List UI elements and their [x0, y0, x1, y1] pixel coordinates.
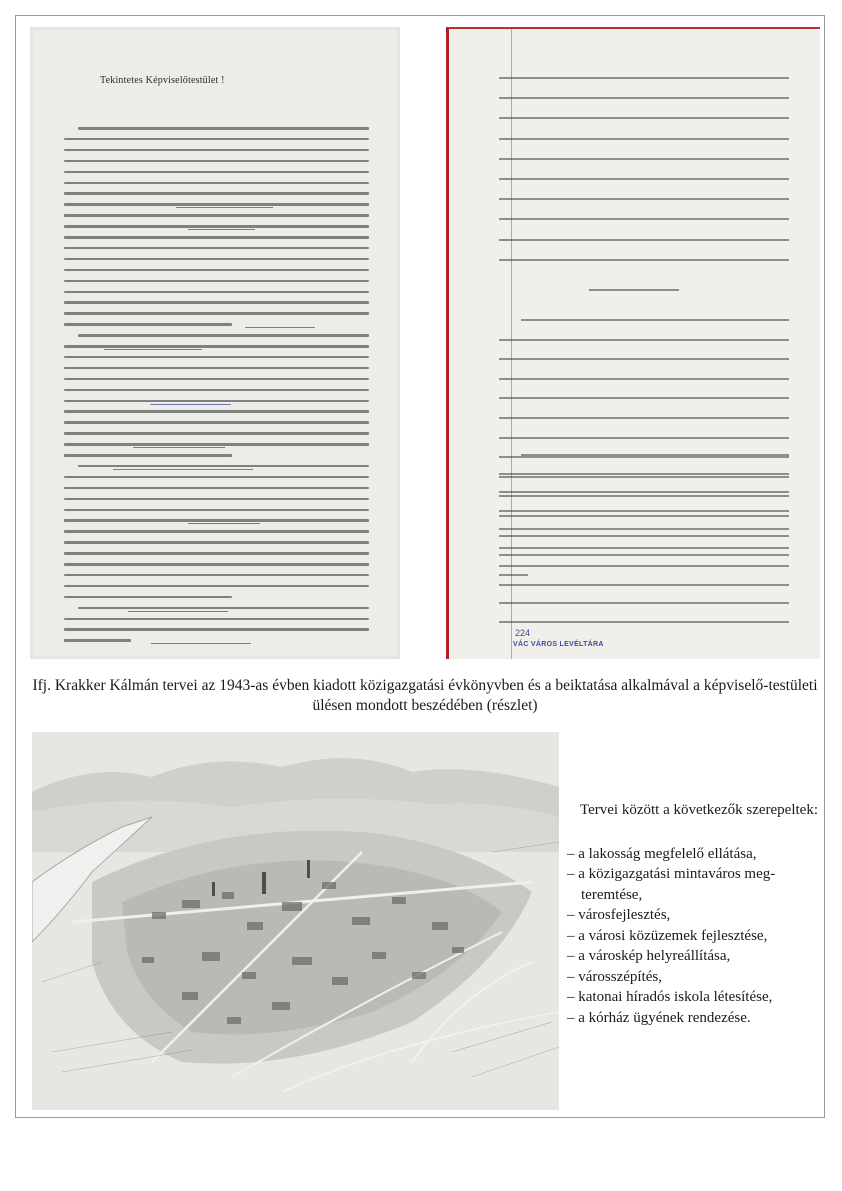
scan-text-line: [64, 236, 369, 239]
typewritten-line: [499, 535, 789, 537]
archive-stamp: VÁC VÁROS LEVÉLTÁRA: [513, 641, 604, 648]
scan-text-line: [64, 247, 369, 250]
scan-text-line: [78, 465, 369, 468]
typewritten-line: [499, 378, 789, 380]
scan-text-line: [64, 378, 369, 381]
scan-text-line: [64, 541, 369, 544]
typewritten-line: [499, 239, 789, 241]
scan-text-line: [64, 552, 369, 555]
typewritten-line: [589, 289, 679, 291]
list-item: – városfejlesztés,: [567, 907, 671, 923]
scan-text-line: [64, 269, 369, 272]
scan-text-line: [78, 127, 369, 130]
pen-underline: [150, 404, 231, 405]
scan-text-line: [64, 258, 369, 261]
scan-text-line: [64, 203, 369, 206]
scan-text-line: [64, 585, 369, 588]
scan-text-line: [64, 421, 369, 424]
typewritten-line: [499, 621, 789, 623]
scan-text-line: [64, 509, 369, 512]
plans-heading: Tervei között a következők szerepeltek:: [579, 802, 818, 818]
typewritten-line: [499, 515, 789, 517]
list-item: – a lakosság megfelelő ellátása,: [567, 845, 757, 862]
typewritten-line: [499, 547, 789, 549]
list-item: – a városkép helyreállítása,: [567, 948, 731, 964]
scan-text-line: [64, 160, 369, 163]
scan-text-line: [64, 498, 369, 501]
typewritten-line: [499, 97, 789, 99]
typewritten-line: [499, 584, 789, 586]
list-item: – katonai híradós iskola létesítése,: [567, 989, 773, 1005]
scan-text-line: [64, 487, 369, 490]
town-aerial-sketch: [32, 732, 559, 1110]
typewritten-line: [521, 319, 789, 321]
scan-text-line: [64, 443, 369, 446]
typewritten-line: [499, 437, 789, 439]
scan-text-line: [64, 323, 232, 326]
typewritten-line: [499, 198, 789, 200]
typewritten-line: [499, 574, 528, 576]
scan-text-line: [64, 356, 369, 359]
scan-text-line: [64, 225, 369, 228]
typewritten-line: [499, 397, 789, 399]
scan-text-line: [78, 334, 369, 337]
scan-text-line: [64, 171, 369, 174]
typewritten-line: [499, 476, 789, 478]
scan-text-line: [64, 400, 369, 403]
scan-text-line: [64, 149, 369, 152]
plans-list-block: [563, 800, 825, 1028]
scan-text-line: [64, 596, 232, 599]
typewritten-speech-scan: [446, 27, 820, 659]
typewritten-line: [499, 178, 789, 180]
pen-underline: [128, 611, 227, 612]
typewritten-line: [499, 417, 789, 419]
scan-title: Tekintetes Képviselőtestület !: [100, 75, 225, 86]
sketch-drawing: [32, 732, 559, 1110]
scan-text-line: [64, 280, 369, 283]
scan-text-line: [64, 410, 369, 413]
list-item: – a közigazgatási mintaváros meg-teremtése,: [567, 866, 776, 903]
scan-text-line: [64, 291, 369, 294]
list-item: – városszépítés,: [567, 968, 662, 985]
pen-underline: [245, 327, 316, 328]
typewritten-line: [499, 510, 789, 512]
scan-text-line: [64, 476, 369, 479]
typewritten-line: [499, 339, 789, 341]
scan-text-line: [64, 432, 369, 435]
typewritten-line: [499, 491, 789, 493]
pen-underline: [113, 469, 253, 470]
typewritten-line: [499, 528, 789, 530]
typewritten-line: [499, 138, 789, 140]
typewritten-line: [499, 259, 789, 261]
pen-underline: [151, 643, 251, 644]
typewritten-line: [499, 456, 789, 458]
yearbook-page-scan: [30, 27, 400, 659]
typewritten-line: [499, 554, 789, 556]
scan-text-line: [64, 574, 369, 577]
list-item: – a kórház ügyének rendezése.: [567, 1009, 751, 1026]
typewritten-line: [521, 454, 789, 456]
scan-text-line: [64, 192, 369, 195]
pen-underline: [188, 229, 255, 230]
scan-text-line: [64, 312, 369, 315]
archive-page-number: 224: [515, 628, 531, 638]
typewritten-line: [499, 77, 789, 79]
scan-text-line: [64, 389, 369, 392]
scan-text-line: [64, 530, 369, 533]
figure-caption: Ifj. Krakker Kálmán tervei az 1943-as évben kiadott közigazgatási évkönyvben és a beiktatása alkalmával a képviselő-testületi ülésen mondott beszédében (részlet): [32, 677, 818, 714]
pen-underline: [133, 447, 225, 448]
pen-underline: [176, 207, 273, 208]
scan-text-line: [64, 563, 369, 566]
plans-list: [563, 844, 825, 1029]
scan-text-line: [64, 301, 369, 304]
typewritten-line: [499, 218, 789, 220]
typewritten-line: [499, 602, 789, 604]
scan-text-line: [64, 639, 131, 642]
typewritten-line: [499, 158, 789, 160]
typewritten-line: [499, 473, 789, 475]
typewritten-line: [499, 495, 789, 497]
scan-text-line: [64, 628, 369, 631]
scan-text-line: [64, 214, 369, 217]
typewritten-line: [499, 358, 789, 360]
scan-text-line: [64, 345, 369, 348]
scan-text-line: [64, 618, 369, 621]
scan-text-line: [64, 367, 369, 370]
pen-underline: [188, 523, 260, 524]
scan-text-line: [64, 138, 369, 141]
list-item: – a városi közüzemek fejlesztése,: [567, 927, 768, 944]
typewritten-line: [499, 117, 789, 119]
pen-underline: [104, 349, 202, 350]
scan-text-line: [78, 607, 369, 610]
scan-text-line: [64, 182, 369, 185]
scan-text-line: [64, 519, 369, 522]
typewritten-line: [499, 565, 789, 567]
scan-text-line: [64, 454, 232, 457]
